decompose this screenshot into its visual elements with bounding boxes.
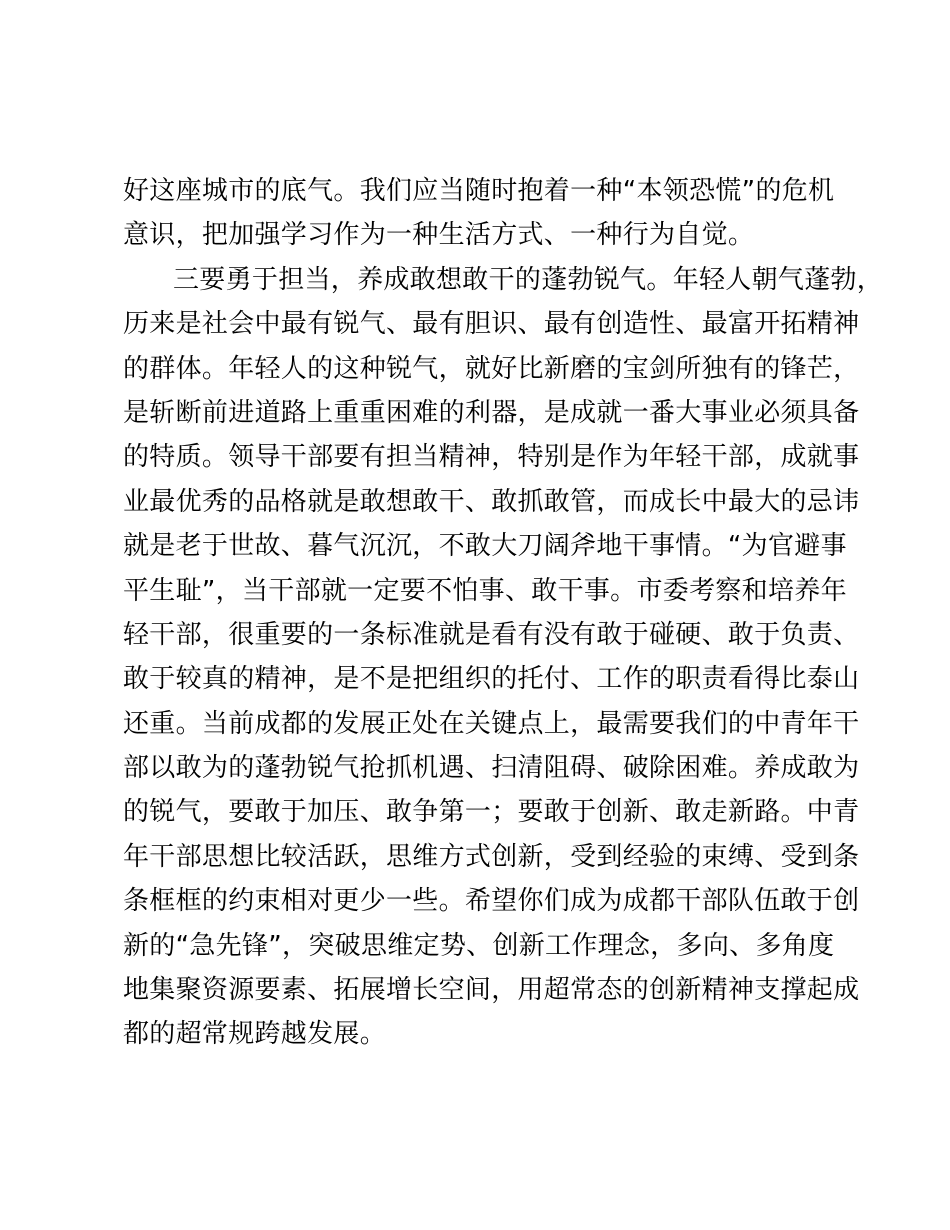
text-line: 是斩断前进道路上重重困难的利器，是成就一番大事业必须具备 (123, 397, 860, 428)
text-line: 的锐气，要敢于加压、敢争第一；要敢于创新、敢走新路。中青 (123, 797, 860, 828)
paragraph-1 (123, 169, 863, 258)
text-line: 年干部思想比较活跃，思维方式创新，受到经验的束缚、受到条 (123, 841, 860, 872)
text-line: 还重。当前成都的发展正处在关键点上，最需要我们的中青年干 (123, 708, 860, 739)
text-line: 就是老于世故、暮气沉沉，不敢大刀阔斧地干事情。“为官避事 (123, 531, 847, 562)
text-line: 意识，把加强学习作为一种生活方式、一种行为自觉。 (123, 220, 755, 251)
text-line: 部以敢为的蓬勃锐气抢抓机遇、扫清阻碍、破除困难。养成敢为 (123, 753, 860, 784)
text-line: 的特质。领导干部要有担当精神，特别是作为年轻干部，成就事 (123, 442, 860, 473)
text-line: 历来是社会中最有锐气、最有胆识、最有创造性、最富开拓精神 (123, 309, 860, 340)
text-line: 条框框的约束相对更少一些。希望你们成为成都干部队伍敢于创 (123, 886, 860, 917)
text-line: 轻干部，很重要的一条标准就是看有没有敢于碰硬、敢于负责、 (123, 619, 860, 650)
text-line: 新的“急先锋”，突破思维定势、创新工作理念，多向、多角度 (123, 930, 835, 961)
text-line: 平生耻”，当干部就一定要不怕事、敢干事。市委考察和培养年 (123, 575, 847, 606)
text-line: 业最优秀的品格就是敢想敢干、敢抓敢管，而成长中最大的忌讳 (123, 486, 860, 517)
text-line: 地集聚资源要素、拓展增长空间，用超常态的创新精神支撑起成 (123, 975, 860, 1006)
text-line: 都的超常规跨越发展。 (123, 1019, 387, 1050)
text-line: 的群体。年轻人的这种锐气，就好比新磨的宝剑所独有的锋芒， (123, 353, 860, 384)
text-line: 好这座城市的底气。我们应当随时抱着一种“本领恐慌”的危机 (123, 176, 835, 206)
text-line: 敢于较真的精神，是不是把组织的托付、工作的职责看得比泰山 (123, 664, 860, 695)
body-text (123, 169, 884, 1057)
paragraph-2 (123, 258, 884, 1057)
text-line: 三要勇于担当，养成敢想敢干的蓬勃锐气。年轻人朝气蓬勃， (173, 264, 884, 295)
